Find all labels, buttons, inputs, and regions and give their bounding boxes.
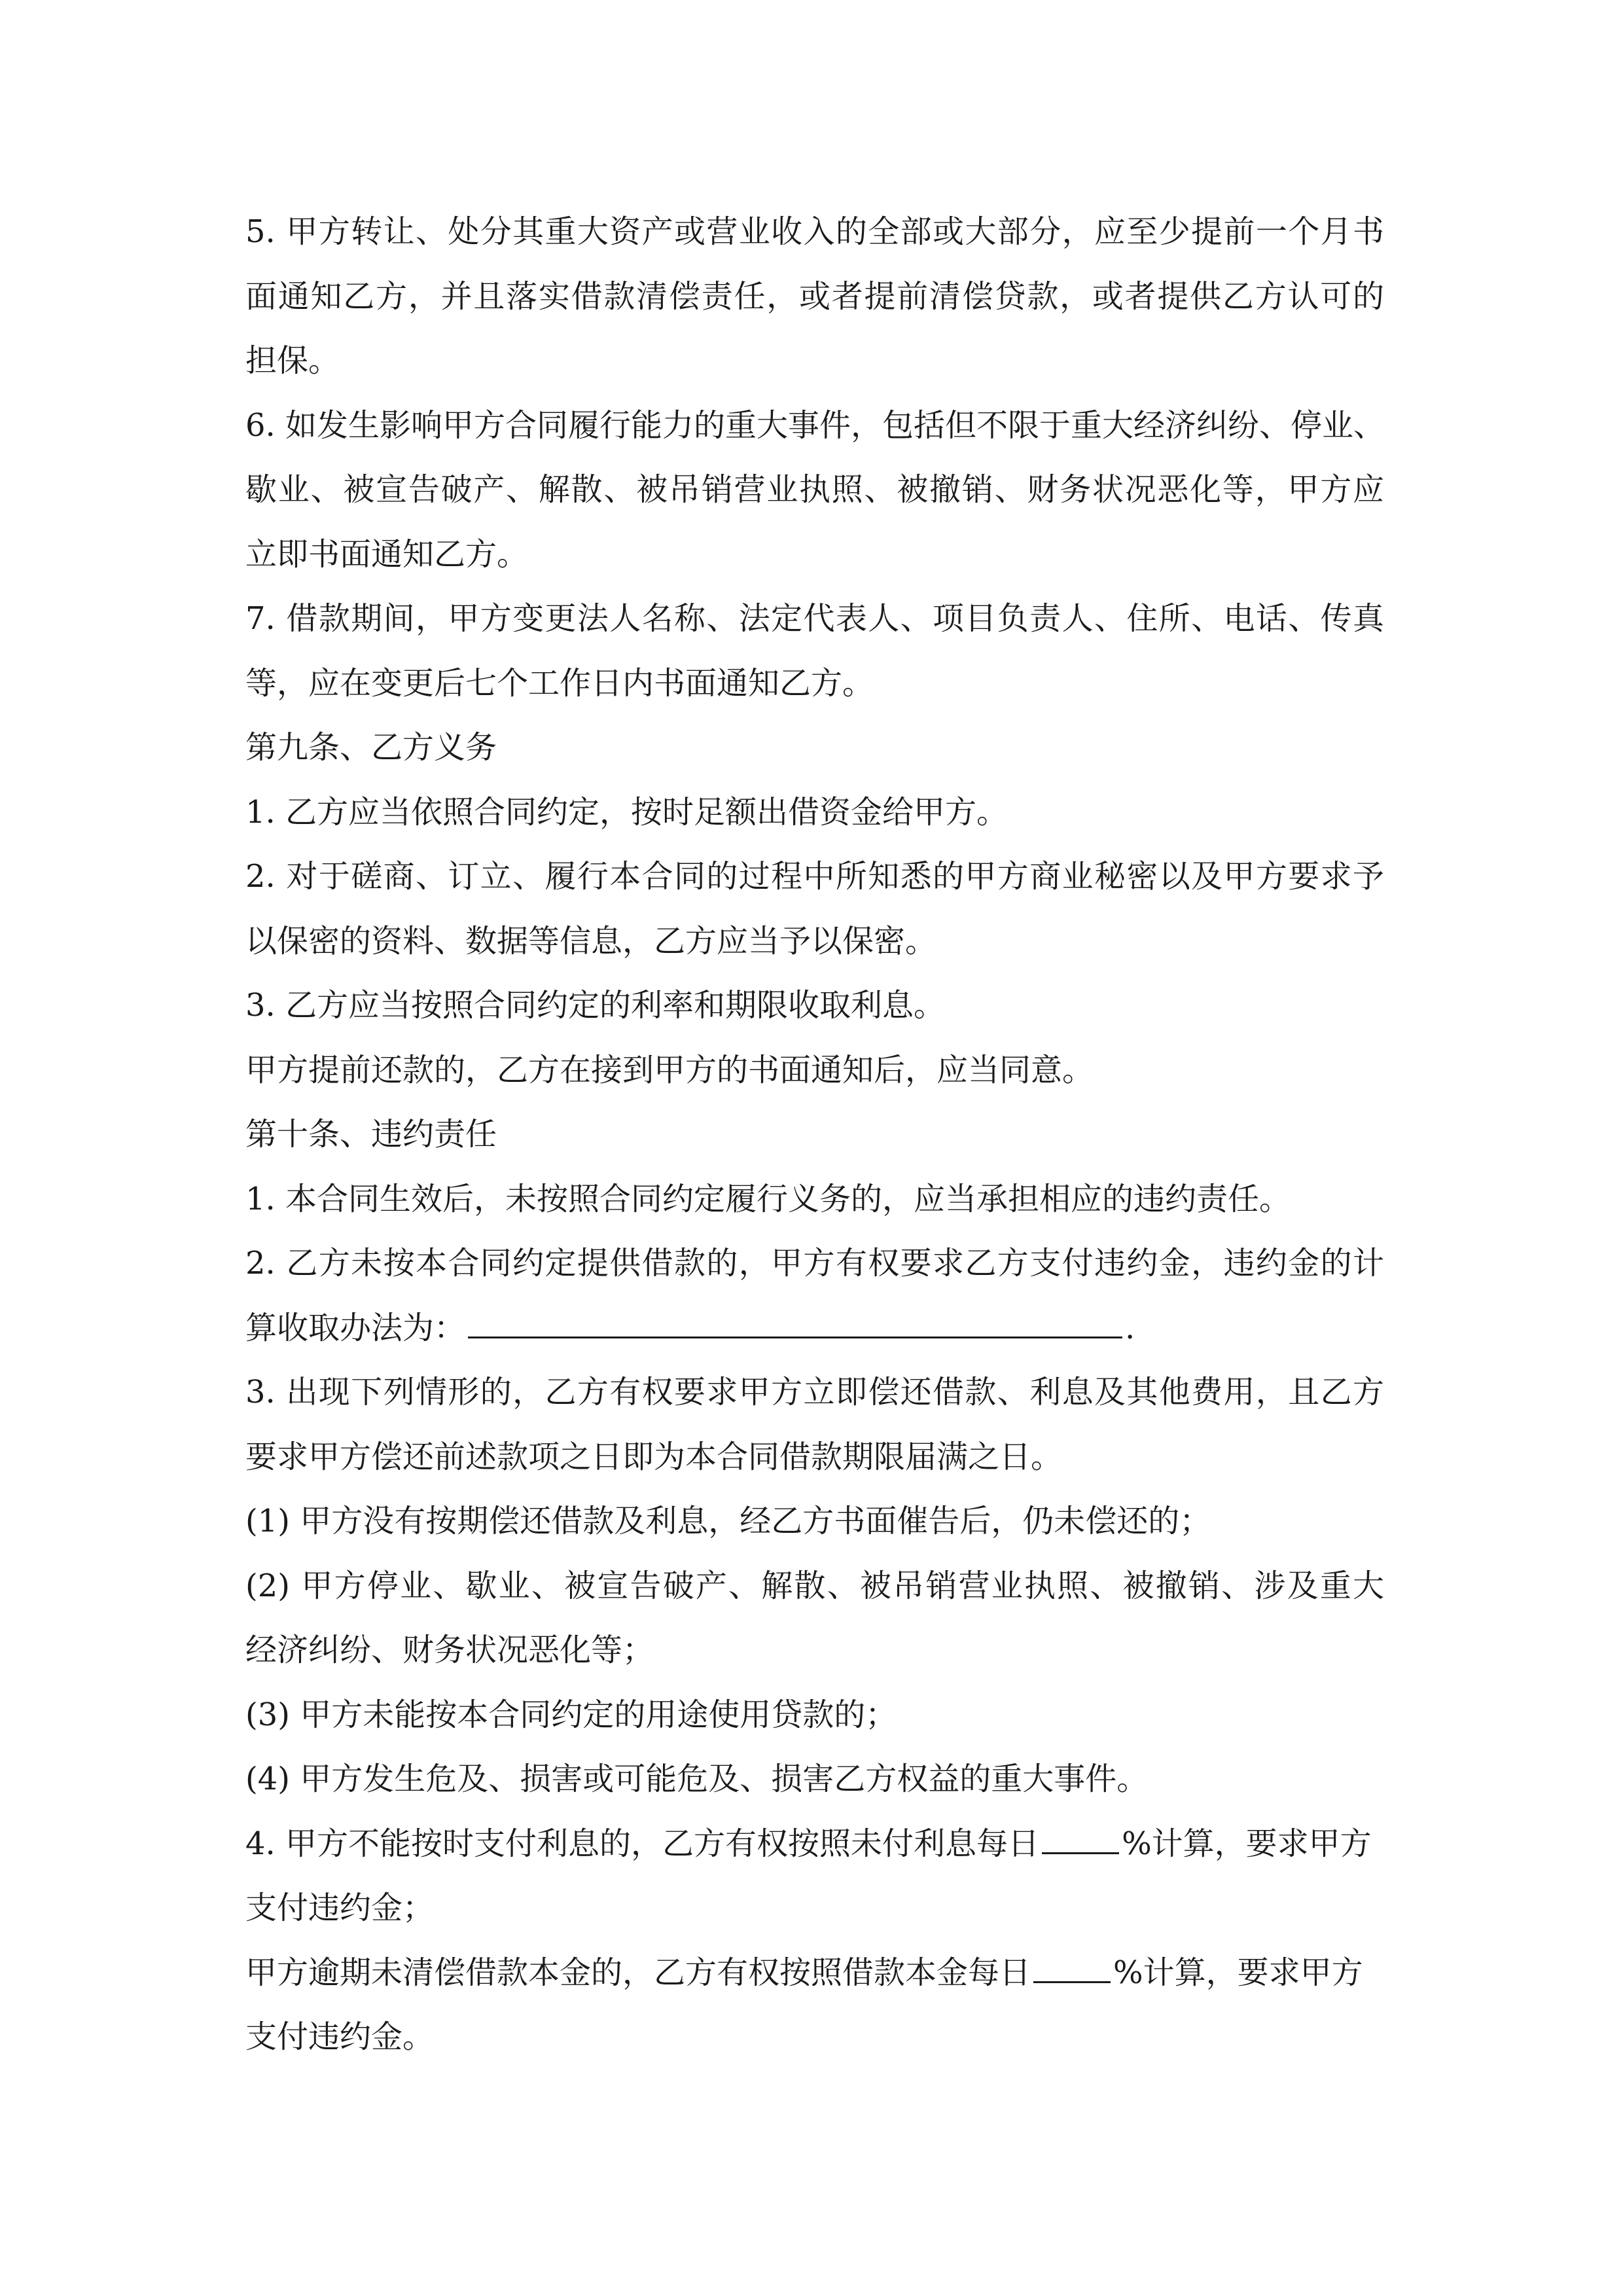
clause-10-item-3-sub-4: (4) 甲方发生危及、损害或可能危及、损害乙方权益的重大事件。	[245, 1761, 1149, 1797]
interest-penalty-rate-blank[interactable]	[1042, 1820, 1119, 1854]
calculation-method-blank[interactable]	[468, 1304, 1122, 1338]
clause-9-item-3-note: 甲方提前还款的，乙方在接到甲方的书面通知后，应当同意。	[245, 1051, 1094, 1088]
clause-9-heading: 第九条、乙方义务	[245, 729, 497, 766]
clause-10-item-2-line-2	[245, 1296, 1384, 1361]
clause-8-item-7-line-1: 7. 借款期间，甲方变更法人名称、法定代表人、项目负责人、住所、电话、传真	[245, 600, 1384, 637]
clause-9-item-2-line-2: 以保密的资料、数据等信息，乙方应当予以保密。	[245, 922, 937, 960]
clause-9-item-1: 1. 乙方应当依照合同约定，按时足额出借资金给甲方。	[245, 793, 1008, 831]
document-body	[245, 200, 1384, 2070]
interest-penalty-suffix: %计算，要求甲方	[1122, 1825, 1372, 1862]
clause-10-item-3-sub-2-line-1: (2) 甲方停业、歇业、被宣告破产、解散、被吊销营业执照、被撤销、涉及重大	[245, 1567, 1384, 1604]
clause-10-item-4-principal-line-2: 支付违约金。	[245, 2018, 435, 2055]
clause-9-item-2-line-1: 2. 对于磋商、订立、履行本合同的过程中所知悉的甲方商业秘密以及甲方要求予	[245, 858, 1384, 895]
clause-10-item-4-line-2: 支付违约金；	[245, 1890, 435, 1926]
clause-10-heading: 第十条、违约责任	[245, 1116, 497, 1153]
clause-10-item-2-line-1: 2. 乙方未按本合同约定提供借款的，甲方有权要求乙方支付违约金，违约金的计	[245, 1245, 1384, 1282]
calculation-method-period: .	[1125, 1309, 1135, 1346]
clause-10-item-4-line-1	[245, 1812, 1384, 1876]
calculation-method-label: 算收取办法为：	[245, 1309, 466, 1346]
principal-penalty-rate-blank[interactable]	[1033, 1948, 1111, 1983]
clause-8-item-6-line-3: 立即书面通知乙方。	[245, 535, 529, 573]
clause-8-item-7-line-2: 等，应在变更后七个工作日内书面通知乙方。	[245, 664, 874, 702]
clause-8-item-5-line-3: 担保。	[245, 342, 340, 379]
interest-penalty-label: 4. 甲方不能按时支付利息的，乙方有权按照未付利息每日	[245, 1825, 1040, 1862]
clause-10-item-1: 1. 本合同生效后，未按照合同约定履行义务的，应当承担相应的违约责任。	[245, 1180, 1291, 1217]
clause-10-item-3-sub-2-line-2: 经济纠纷、财务状况恶化等；	[245, 1632, 654, 1668]
clause-10-item-3-sub-1: (1) 甲方没有按期偿还借款及利息，经乙方书面催告后，仍未偿还的；	[245, 1503, 1211, 1539]
clause-8-item-5-line-1: 5. 甲方转让、处分其重大资产或营业收入的全部或大部分，应至少提前一个月书	[245, 213, 1384, 250]
clause-8-item-6-line-1: 6. 如发生影响甲方合同履行能力的重大事件，包括但不限于重大经济纠纷、停业、	[245, 406, 1385, 444]
clause-10-item-3-line-2: 要求甲方偿还前述款项之日即为本合同借款期限届满之日。	[245, 1438, 1063, 1475]
clause-8-item-6-line-2: 歇业、被宣告破产、解散、被吊销营业执照、被撤销、财务状况恶化等，甲方应	[245, 471, 1384, 508]
clause-10-item-3-sub-3: (3) 甲方未能按本合同约定的用途使用贷款的；	[245, 1696, 897, 1733]
clause-10-item-4-principal-line-1	[245, 1941, 1384, 2005]
principal-penalty-label: 甲方逾期未清偿借款本金的，乙方有权按照借款本金每日	[245, 1954, 1031, 1991]
clause-10-item-3-line-1: 3. 出现下列情形的，乙方有权要求甲方立即偿还借款、利息及其他费用，且乙方	[245, 1374, 1384, 1410]
clause-9-item-3: 3. 乙方应当按照合同约定的利率和期限收取利息。	[245, 987, 946, 1024]
clause-8-item-5-line-2: 面通知乙方，并且落实借款清偿责任，或者提前清偿贷款，或者提供乙方认可的	[245, 278, 1384, 315]
principal-penalty-suffix: %计算，要求甲方	[1113, 1954, 1363, 1991]
